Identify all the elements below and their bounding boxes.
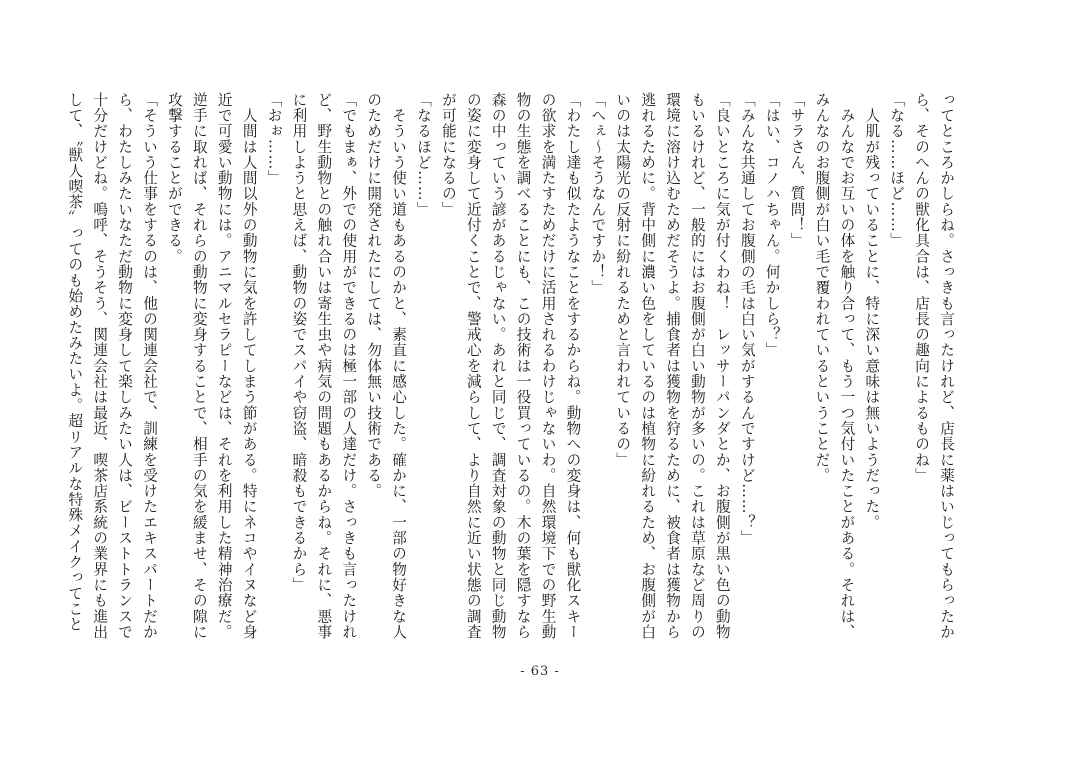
text-line: 攻撃することができる。: [165, 92, 183, 265]
text-line: 人間は人間以外の動物に気を許してしまう節がある。特にネコやイヌなど身: [240, 92, 258, 640]
text-line: 近で可愛い動物には。アニマルセラピーなどは、それを利用した精神治療だ。: [215, 92, 233, 640]
text-line: 環境に溶け込むためだそうよ。捕食者は獲物を狩るために、被食者は獲物から: [664, 92, 682, 640]
text-line: 「でもまぁ、外での使用ができるのは極一部の人達だけ。さっきも言ったけれ: [340, 92, 358, 640]
text-line: ら、そのへんの獣化具合は、店長の趣向によるものね」: [913, 92, 931, 484]
text-line: 「おぉ……」: [265, 92, 283, 186]
text-line: 「良いところに気が付くわね！ レッサーパンダとか、お腹側が黒い色の動物: [713, 92, 731, 640]
vertical-text-body: [66, 92, 958, 652]
text-line: もいるけれど、一般的にはお腹側が白い動物が多いの。これは草原など周りの: [688, 92, 706, 640]
text-line: 「サラさん、質問！」: [788, 92, 806, 249]
text-line: ってところかしらね。さっきも言ったけれど、店長に薬はいじってもらったか: [938, 92, 955, 640]
text-line: に利用しようと思えば、動物の姿でスパイや窃盗、暗殺もできるから」: [290, 92, 308, 593]
text-line: 物の生態を調べることにも、この技術は一役買っているの。木の葉を隠すなら: [514, 92, 532, 640]
text-line: 十分だけどね。嗚呼、そうそう、関連会社は最近、喫茶店系統の業界にも進出: [91, 92, 109, 640]
text-line: の欲求を満たすためだけに活用されるわけじゃないわ。自然環境下での野生動: [539, 92, 557, 640]
text-line: 「なる……ほど……」: [888, 92, 906, 249]
page-number: - 63 -: [520, 664, 560, 679]
text-line: のためだけに開発されたにしては、勿体無い技術である。: [365, 92, 383, 499]
text-line: いのは太陽光の反射に紛れるためと言われているの」: [614, 92, 632, 468]
text-line: ら、わたしみたいなただ動物に変身して楽しみたい人は、ビーストトランスで: [116, 92, 134, 640]
text-line: 逃れるために。背中側に濃い色をしているのは植物に紛れるため、お腹側が白: [639, 92, 657, 640]
text-line: して、〝獣人喫茶〟ってのも始めたみたいよ。超リアルな特殊メイクってこと: [66, 92, 84, 633]
text-line: ど、野生動物との触れ合いは寄生虫や病気の問題もあるからね。それに、悪事: [315, 92, 333, 640]
text-line: 逆手に取れば、それらの動物に変身することで、相手の気を緩ませ、その隙に: [190, 92, 208, 640]
text-line: 「なるほど……」: [414, 92, 432, 218]
text-line: 「はい、コノハちゃん。何かしら？」: [763, 92, 781, 359]
text-line: が可能になるの」: [439, 92, 457, 218]
text-line: みんなのお腹側が白い毛で覆われているということだ。: [813, 92, 831, 484]
text-line: の姿に変身して近付くことで、警戒心を減らして、より自然に近い状態の調査: [464, 92, 482, 640]
text-line: 人肌が残っていることに、特に深い意味は無いようだった。: [863, 92, 881, 531]
text-line: そういう使い道もあるのかと、素直に感心した。確かに、一部の物好きな人: [390, 92, 408, 640]
text-line: 「わたし達も似たようなことをするからね。動物への変身は、何も獣化スキー: [564, 92, 582, 640]
text-line: 「そういう仕事をするのは、他の関連会社で、訓練を受けたエキスパートだか: [141, 92, 158, 640]
text-line: 森の中っていう諺があるじゃない。あれと同じで、調査対象の動物と同じ動物: [489, 92, 507, 640]
text-line: みんなでお互いの体を触り合って、もう一つ気付いたことがある。それは、: [838, 92, 856, 640]
text-line: 「へぇ～そうなんですか！」: [589, 92, 607, 296]
text-line: 「みんな共通してお腹側の毛は白い気がするんですけど……？」: [738, 92, 756, 546]
